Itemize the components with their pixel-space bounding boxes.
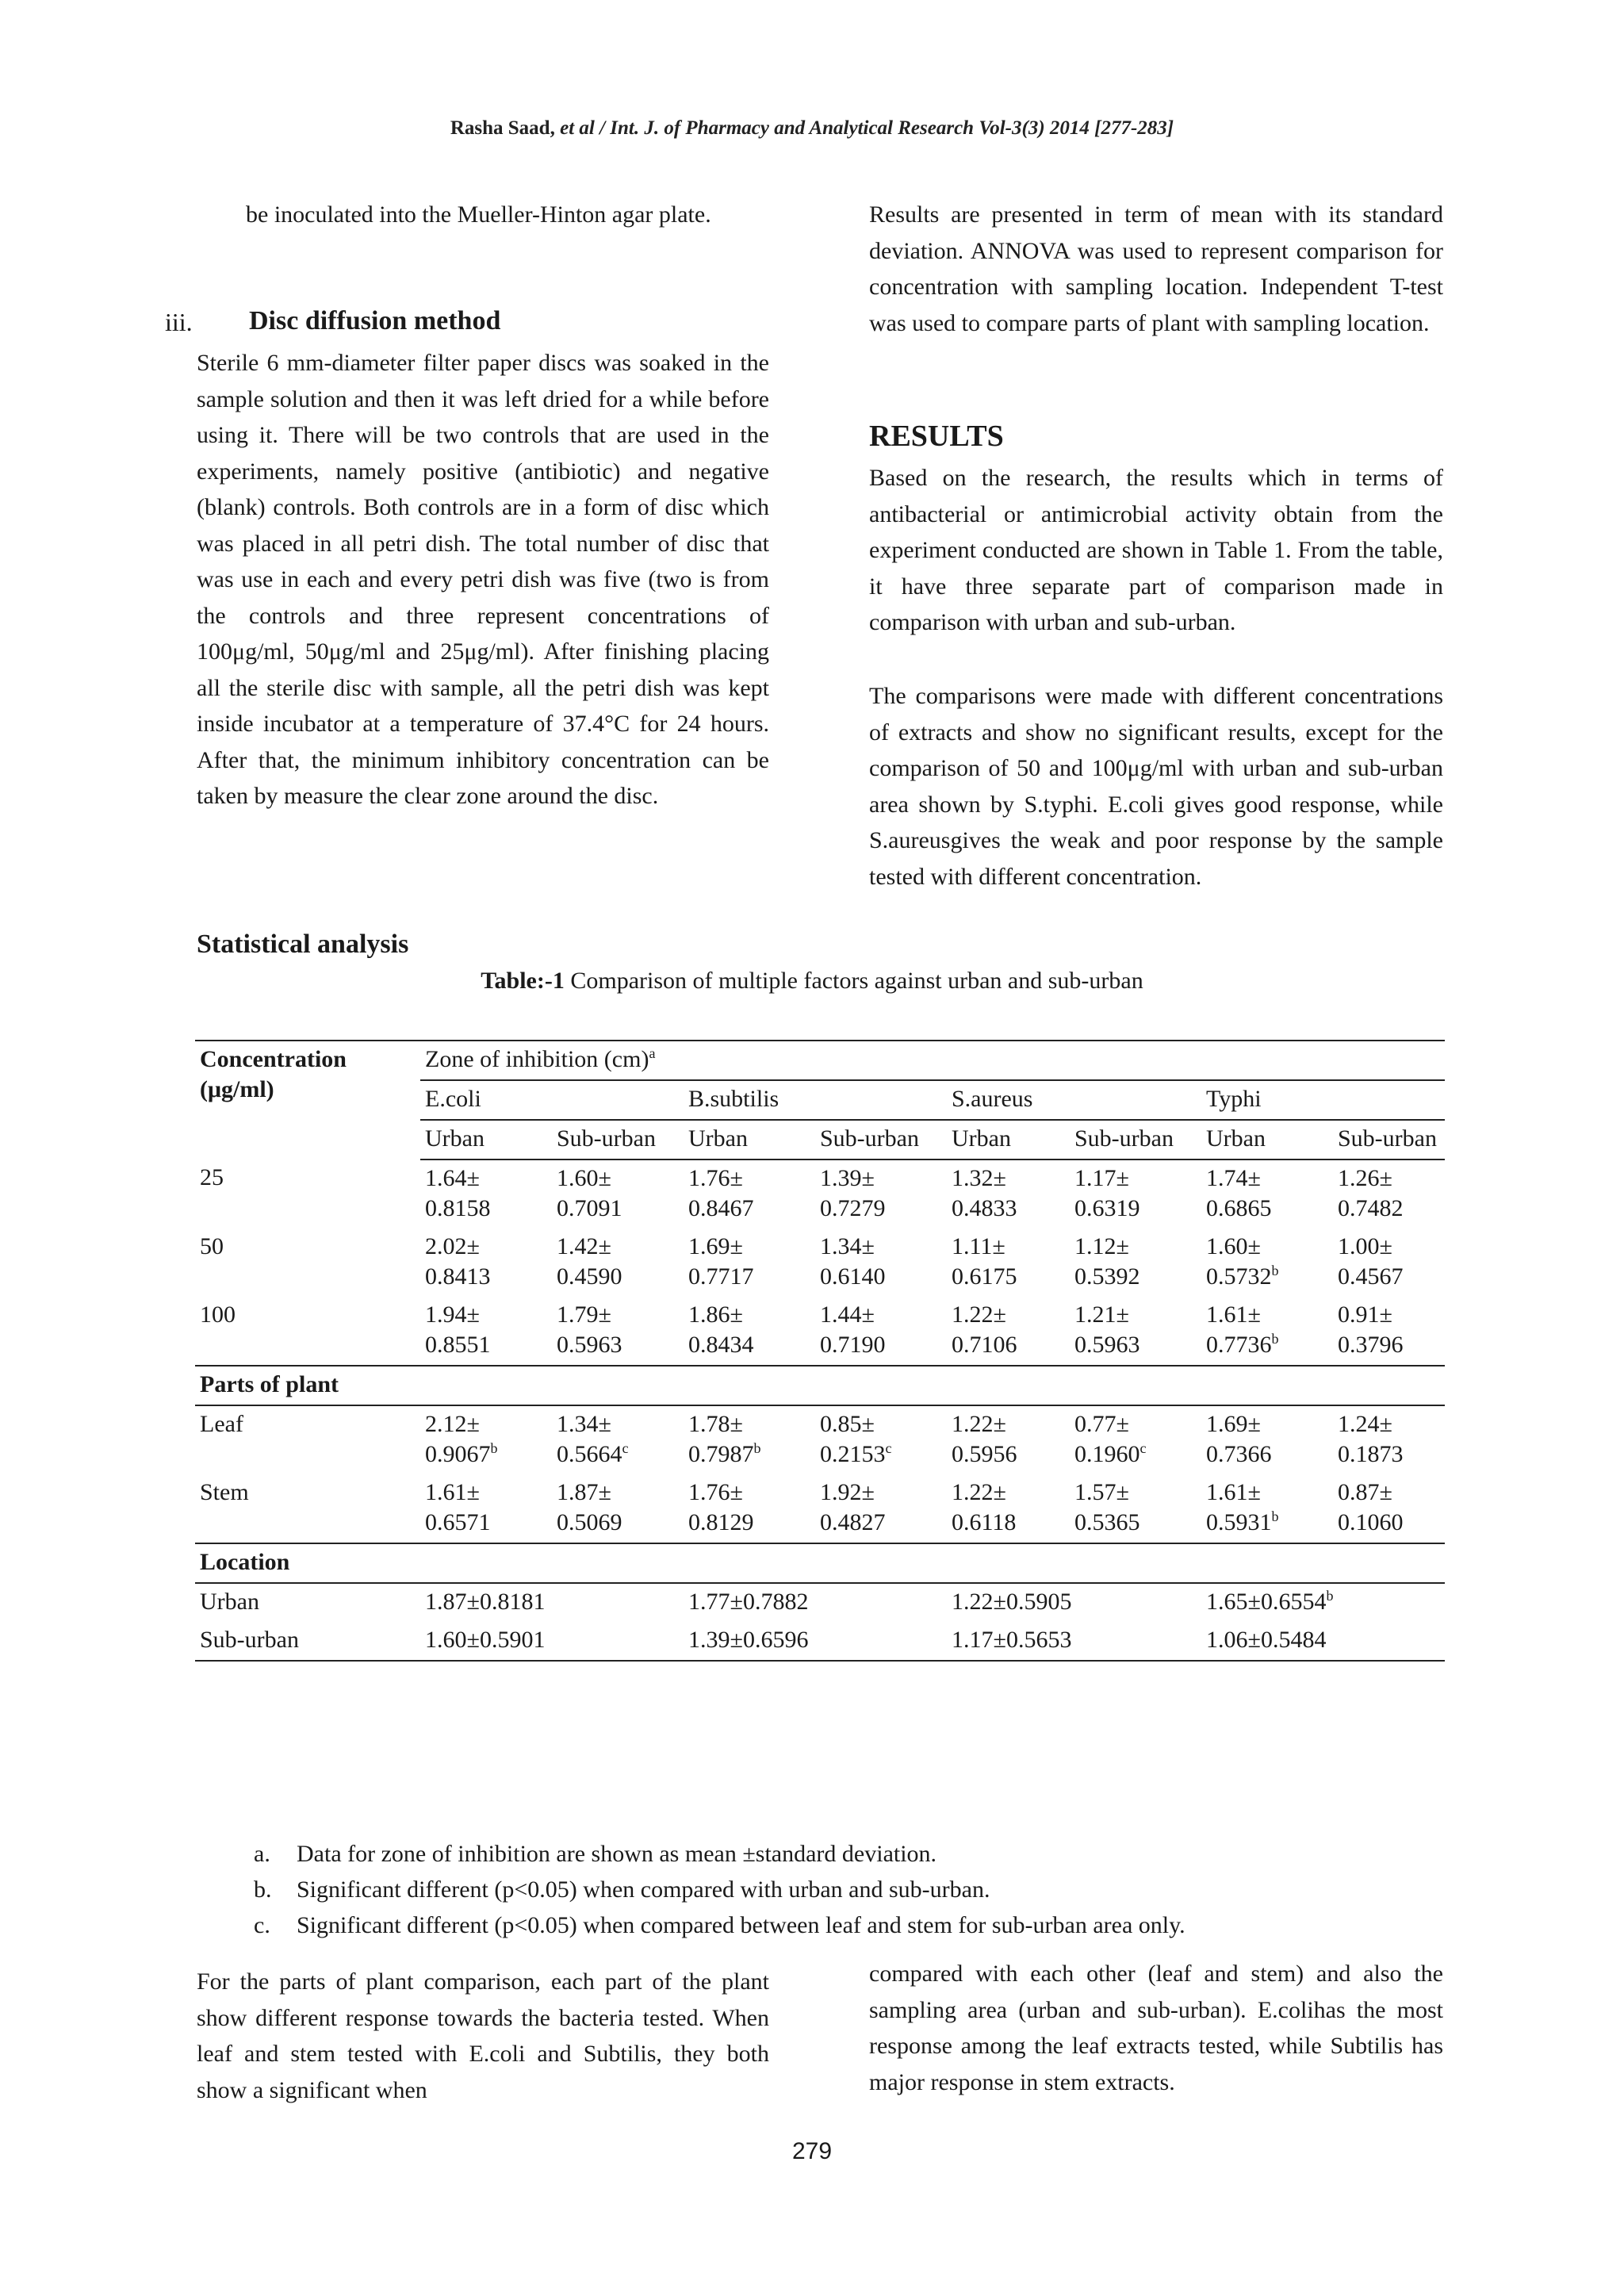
cell-mean: 1.00± (1338, 1233, 1392, 1259)
table-value-cell (684, 1583, 947, 1622)
cell-mean: 1.60± (557, 1165, 611, 1191)
cell-mean: 1.21± (1074, 1301, 1129, 1328)
cell-mean: 1.17± (1074, 1165, 1129, 1191)
location-subheader: Sub-urban (1070, 1120, 1201, 1159)
row-label: Leaf (200, 1411, 243, 1437)
cell-sd: 0.4590 (557, 1263, 622, 1290)
cell-significance-mark: b (490, 1440, 498, 1456)
disc-method-paragraph: Sterile 6 mm-diameter filter paper discs was soaked in the sample solution and then it was left dried for a while before using it. There will be two controls that are used in the experiments, namely positive (antibiotic) and negative (blank) controls. Both controls are in a form of disc which was placed in all petri dish. The total number of disc that was use in each and every petri dish was five (two is from the controls and three represent concentrations of 100μg/ml, 50μg/ml and 25μg/ml). After finishing placing all the sterile disc with sample, all the petri dish was kept inside incubator at a temperature of 37.4°C for 24 hours. After that, the minimum inhibitory concentration can be taken by measure the clear zone around the disc. (197, 350, 769, 809)
table-value-cell (420, 1297, 552, 1366)
cell-mean: 1.26± (1338, 1165, 1392, 1191)
footnote-text: Data for zone of inhibition are shown as mean ±standard deviation. (297, 1841, 937, 1867)
section-number: iii. (165, 308, 193, 336)
cell-sd: 0.2153 (820, 1441, 886, 1467)
cell-mean: 1.69± (1206, 1411, 1261, 1437)
cell-mean: 1.42± (557, 1233, 611, 1259)
table-value-cell (1070, 1474, 1201, 1543)
cell-mean: 1.65±0.6554 (1206, 1589, 1327, 1615)
cell-sd: 0.5392 (1074, 1263, 1140, 1290)
table-value-cell (947, 1583, 1201, 1622)
table-value-cell (420, 1622, 684, 1661)
row-label: Urban (200, 1589, 259, 1615)
table-value-cell (684, 1405, 815, 1474)
cell-sd: 0.7366 (1206, 1441, 1272, 1467)
table-value-cell (1201, 1159, 1333, 1228)
table-value-cell (947, 1622, 1201, 1661)
cell-mean: 1.24± (1338, 1411, 1392, 1437)
cell-sd: 0.5963 (557, 1332, 622, 1358)
cell-sd: 0.7482 (1338, 1195, 1404, 1221)
cell-sd: 0.7106 (952, 1332, 1017, 1358)
cell-sd: 0.8551 (425, 1332, 491, 1358)
footnote-text: Significant different (p<0.05) when compared with urban and sub-urban. (297, 1876, 990, 1903)
cell-sd: 0.5963 (1074, 1332, 1140, 1358)
cell-sd: 0.3796 (1338, 1332, 1404, 1358)
table-value-cell (552, 1474, 684, 1543)
cell-mean: 1.34± (557, 1411, 611, 1437)
location-subheader: Urban (947, 1120, 1070, 1159)
table-row (195, 1159, 1445, 1228)
results-paragraph-2: The comparisons were made with different concentrations of extracts and show no significant results, except for the comparison of 50 and 100μg/ml with urban and sub-urban area shown by S.typhi. E.coli gives good response, while S.aureusgives the weak and poor response by the sample tested with different concentration. (869, 683, 1443, 890)
table-value-cell (552, 1405, 684, 1474)
page-number: 279 (791, 2138, 833, 2164)
bacteria-header: B.subtilis (684, 1080, 947, 1120)
cell-significance-mark: b (753, 1440, 761, 1456)
zone-header-text: Zone of inhibition (cm) (425, 1046, 649, 1072)
cell-sd: 0.4833 (952, 1195, 1017, 1221)
table-row (195, 1405, 1445, 1474)
section-row (195, 1543, 1445, 1583)
results-table (195, 1040, 1445, 1662)
table-value-cell (947, 1159, 1070, 1228)
cell-mean: 1.60± (1206, 1233, 1261, 1259)
footnote-label: a. (254, 1841, 270, 1867)
cell-significance-mark: c (622, 1440, 629, 1456)
table-value-cell (552, 1159, 684, 1228)
cell-mean: 1.87±0.8181 (425, 1589, 546, 1615)
cell-sd: 0.5664 (557, 1441, 622, 1467)
table-footnotes (254, 1836, 1185, 1943)
header-authors: Rasha Saad, (450, 117, 561, 139)
cell-sd: 0.9067 (425, 1441, 491, 1467)
table-value-cell (947, 1228, 1070, 1297)
table-value-cell (1201, 1474, 1333, 1543)
table-value-cell (1333, 1159, 1445, 1228)
footnote-text: Significant different (p<0.05) when compared between leaf and stem for sub-urban area only. (297, 1912, 1185, 1938)
cell-significance-mark: c (1139, 1440, 1147, 1456)
statistical-analysis-heading: Statistical analysis (197, 930, 409, 959)
table-value-cell (1333, 1474, 1445, 1543)
table-value-cell (552, 1297, 684, 1366)
cell-sd: 0.1873 (1338, 1441, 1404, 1467)
location-subheader: Urban (1201, 1120, 1333, 1159)
table-value-cell (1201, 1583, 1445, 1622)
cell-sd: 0.7279 (820, 1195, 886, 1221)
table-value-cell (1201, 1405, 1333, 1474)
cell-mean: 1.78± (688, 1411, 743, 1437)
table-value-cell (815, 1474, 947, 1543)
cell-mean: 1.32± (952, 1165, 1006, 1191)
bacteria-header: S.aureus (947, 1080, 1201, 1120)
table-value-cell (815, 1228, 947, 1297)
table-row (195, 1583, 1445, 1622)
cell-sd: 0.7736 (1206, 1332, 1272, 1358)
cell-mean: 1.12± (1074, 1233, 1129, 1259)
table-value-cell (947, 1405, 1070, 1474)
cell-sd: 0.5732 (1206, 1263, 1272, 1290)
cell-sd: 0.8129 (688, 1509, 754, 1535)
row-label: 25 (200, 1164, 224, 1190)
table-value-cell (1201, 1622, 1445, 1661)
results-heading: RESULTS (869, 420, 1004, 453)
cell-sd: 0.1960 (1074, 1441, 1140, 1467)
table-caption: Table:-1 Comparison of multiple factors against urban and sub-urban (481, 968, 1143, 994)
cell-mean: 1.34± (820, 1233, 875, 1259)
location-subheader: Urban (420, 1120, 552, 1159)
footnote (254, 1907, 1185, 1943)
section-row (195, 1366, 1445, 1405)
table-value-cell (684, 1159, 815, 1228)
table-value-cell (420, 1228, 552, 1297)
table-value-cell (1070, 1297, 1201, 1366)
table-value-cell (684, 1622, 947, 1661)
location-subheader: Sub-urban (552, 1120, 684, 1159)
footnote (254, 1872, 1185, 1907)
section-title: Disc diffusion method (249, 306, 501, 335)
cell-mean: 0.77± (1074, 1411, 1129, 1437)
footnote-label: b. (254, 1876, 272, 1903)
parts-heading: Parts of plant (195, 1366, 1445, 1405)
cell-mean: 1.61± (1206, 1479, 1261, 1505)
cell-mean: 1.76± (688, 1479, 743, 1505)
table-value-cell (815, 1297, 947, 1366)
cell-mean: 1.22± (952, 1411, 1006, 1437)
location-heading: Location (195, 1543, 1445, 1583)
cell-sd: 0.4567 (1338, 1263, 1404, 1290)
cell-sd: 0.6865 (1206, 1195, 1272, 1221)
cell-mean: 1.06±0.5484 (1206, 1627, 1327, 1653)
cell-mean: 1.69± (688, 1233, 743, 1259)
cell-mean: 1.61± (425, 1479, 480, 1505)
cell-sd: 0.1060 (1338, 1509, 1404, 1535)
cell-mean: 1.86± (688, 1301, 743, 1328)
cell-mean: 1.44± (820, 1301, 875, 1328)
cell-sd: 0.7717 (688, 1263, 754, 1290)
cell-sd: 0.8413 (425, 1263, 491, 1290)
zone-header-sup: a (649, 1045, 656, 1061)
table-row (195, 1228, 1445, 1297)
table-row (195, 1474, 1445, 1543)
bottom-right-paragraph: compared with each other (leaf and stem) and also the sampling area (urban and sub-urban). E.colihas the most response among the leaf extracts tested, while Subtilis has major response in stem extracts. (869, 1961, 1443, 2095)
cell-mean: 0.91± (1338, 1301, 1392, 1328)
table-value-cell (684, 1297, 815, 1366)
table-row (195, 1622, 1445, 1661)
table-value-cell (1070, 1405, 1201, 1474)
row-label: Sub-urban (195, 1622, 420, 1661)
cell-mean: 1.39±0.6596 (688, 1627, 809, 1653)
table-row (195, 1297, 1445, 1366)
cell-mean: 1.74± (1206, 1165, 1261, 1191)
table-value-cell (1070, 1228, 1201, 1297)
cell-mean: 1.60±0.5901 (425, 1627, 546, 1653)
cell-sd: 0.5069 (557, 1509, 622, 1535)
cell-mean: 1.22± (952, 1479, 1006, 1505)
table-value-cell (420, 1583, 684, 1622)
cell-mean: 1.77±0.7882 (688, 1589, 809, 1615)
table-value-cell (1333, 1405, 1445, 1474)
footnote-label: c. (254, 1912, 270, 1938)
cell-sd: 0.7987 (688, 1441, 754, 1467)
cell-mean: 2.02± (425, 1233, 480, 1259)
header-citation: et al / Int. J. of Pharmacy and Analytical Research Vol-3(3) 2014 [277-283] (560, 117, 1174, 139)
zone-header (420, 1041, 1445, 1080)
table-value-cell (420, 1474, 552, 1543)
cell-mean: 1.76± (688, 1165, 743, 1191)
cell-mean: 1.57± (1074, 1479, 1129, 1505)
table-value-cell (684, 1474, 815, 1543)
table-value-cell (1070, 1159, 1201, 1228)
cell-sd: 0.8158 (425, 1195, 491, 1221)
table-value-cell (1201, 1228, 1333, 1297)
location-subheader: Sub-urban (1333, 1120, 1445, 1159)
cell-sd: 0.8434 (688, 1332, 754, 1358)
cell-mean: 1.94± (425, 1301, 480, 1328)
location-subheader: Urban (684, 1120, 815, 1159)
cell-mean: 1.22±0.5905 (952, 1589, 1072, 1615)
table-value-cell (684, 1228, 815, 1297)
cell-sd: 0.8467 (688, 1195, 754, 1221)
row-label: 100 (195, 1297, 420, 1366)
cell-mean: 0.87± (1338, 1479, 1392, 1505)
cell-sd: 0.6140 (820, 1263, 886, 1290)
cell-sd: 0.6571 (425, 1509, 491, 1535)
table-value-cell (947, 1474, 1070, 1543)
table-value-cell (947, 1297, 1070, 1366)
table-value-cell (815, 1405, 947, 1474)
concentration-header: Concentration (μg/ml) (195, 1041, 420, 1159)
cell-sd: 0.5931 (1206, 1509, 1272, 1535)
footnote (254, 1836, 1185, 1872)
table-value-cell (420, 1159, 552, 1228)
bacteria-header: E.coli (420, 1080, 684, 1120)
cell-significance-mark: b (1326, 1588, 1334, 1604)
cell-mean: 1.92± (820, 1479, 875, 1505)
cell-mean: 1.87± (557, 1479, 611, 1505)
cell-sd: 0.5956 (952, 1441, 1017, 1467)
cell-mean: 1.22± (952, 1301, 1006, 1328)
table-value-cell (815, 1159, 947, 1228)
cell-mean: 1.39± (820, 1165, 875, 1191)
cell-significance-mark: c (885, 1440, 892, 1456)
bacteria-header: Typhi (1201, 1080, 1445, 1120)
results-paragraph-1: Based on the research, the results which in terms of antibacterial or antimicrobial activity obtain from the experiment conducted are shown in Table 1. From the table, it have three separate part of comparison made in comparison with urban and sub-urban. (869, 465, 1443, 635)
running-header (0, 117, 1624, 140)
intro-text: be inoculated into the Mueller-Hinton agar plate. (246, 201, 711, 228)
bottom-left-paragraph: For the parts of plant comparison, each part of the plant show different response towards the bacteria tested. When leaf and stem tested with E.coli and Subtilis, they both show a significant when (197, 1968, 769, 2103)
row-label: 50 (200, 1233, 224, 1259)
table-value-cell (420, 1405, 552, 1474)
table-value-cell (552, 1228, 684, 1297)
cell-significance-mark: b (1271, 1508, 1279, 1524)
table-value-cell (1333, 1228, 1445, 1297)
cell-sd: 0.4827 (820, 1509, 886, 1535)
location-subheader: Sub-urban (815, 1120, 947, 1159)
cell-sd: 0.6118 (952, 1509, 1017, 1535)
cell-mean: 1.11± (952, 1233, 1005, 1259)
cell-sd: 0.5365 (1074, 1509, 1140, 1535)
cell-sd: 0.7091 (557, 1195, 622, 1221)
row-label: Stem (195, 1474, 420, 1543)
left-intro (197, 197, 818, 233)
table-value-cell (1201, 1297, 1333, 1366)
table-header-row (195, 1041, 1445, 1080)
cell-sd: 0.6319 (1074, 1195, 1140, 1221)
cell-significance-mark: b (1271, 1331, 1279, 1347)
stat-paragraph: Results are presented in term of mean with its standard deviation. ANNOVA was used to represent comparison for concentration with sampling location. Independent T-test was used to compare parts of plant with sampling location. (869, 201, 1443, 336)
table-value-cell (1333, 1297, 1445, 1366)
cell-sd: 0.6175 (952, 1263, 1017, 1290)
cell-mean: 1.64± (425, 1165, 480, 1191)
cell-mean: 1.79± (557, 1301, 611, 1328)
cell-mean: 1.61± (1206, 1301, 1261, 1328)
cell-mean: 0.85± (820, 1411, 875, 1437)
cell-sd: 0.7190 (820, 1332, 886, 1358)
cell-significance-mark: b (1271, 1263, 1279, 1278)
cell-mean: 2.12± (425, 1411, 480, 1437)
cell-mean: 1.17±0.5653 (952, 1627, 1072, 1653)
